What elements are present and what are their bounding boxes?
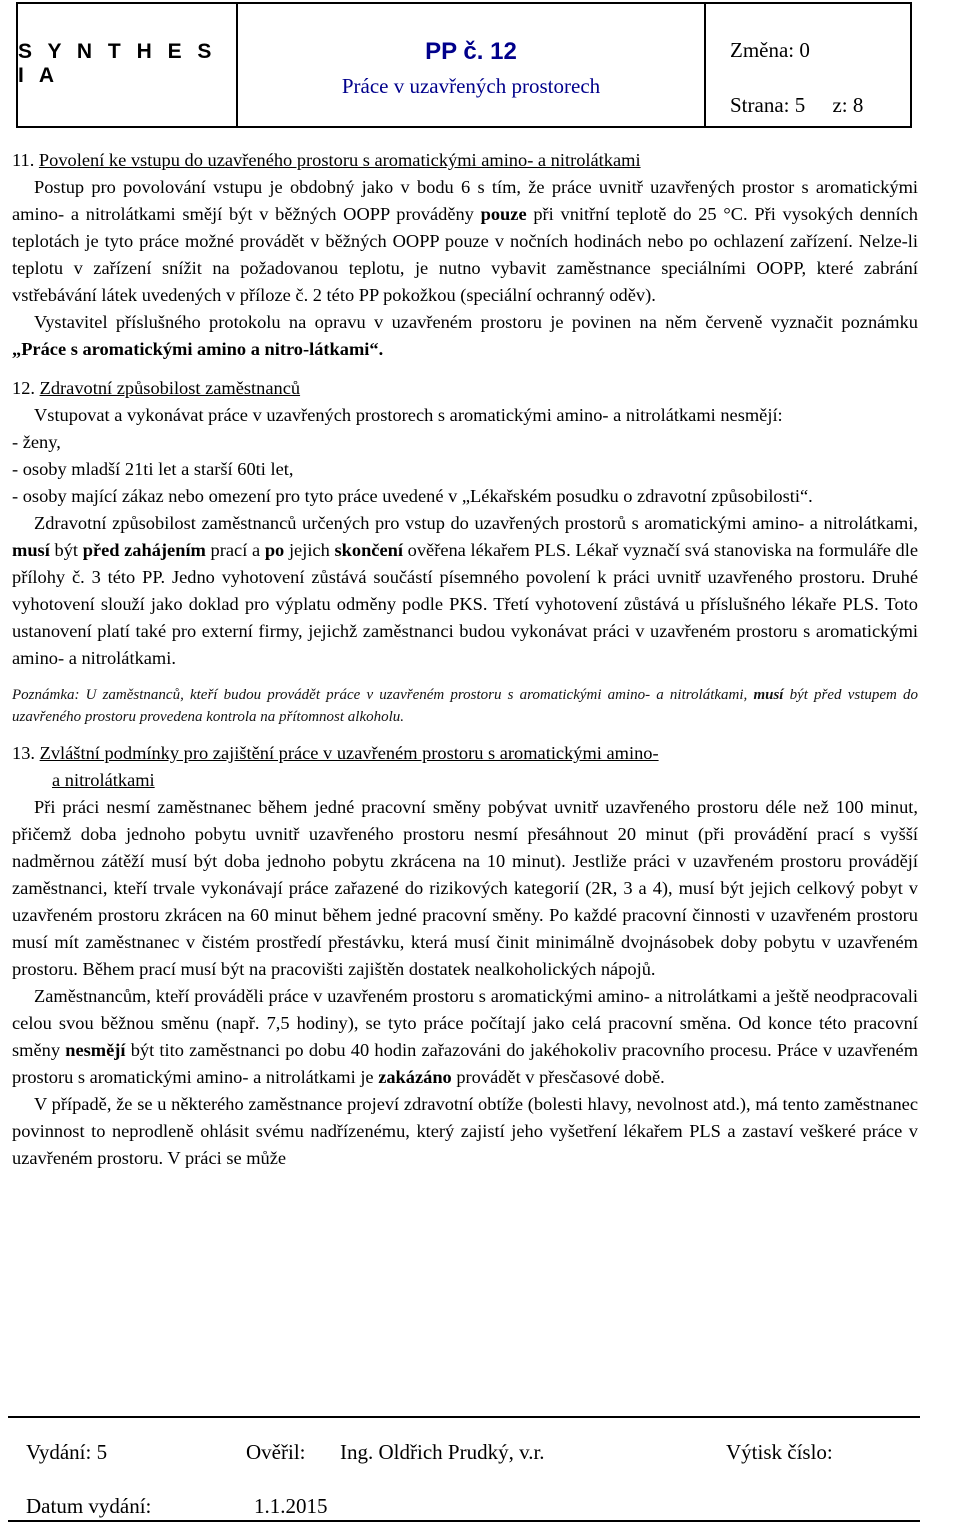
section-title: Zvláštní podmínky pro zajištění práce v uzavřeném prostoru s aromatickými amino- (39, 743, 659, 763)
section-number: 11. (12, 150, 35, 170)
list-item: - osoby mladší 21ti let a starší 60ti let, (12, 459, 294, 479)
document-footer (8, 1416, 920, 1522)
section-13-para-3: V případě, že se u některého zaměstnance projeví zdravotní obtíže (bolesti hlavy, nevolnost atd.), má tento zaměstnanec povinnost to neprodleně ohlásit svému nadřízenému, který zajistí jeho vyšetření lékařem PLS a zastaví veškeré práce v uzavřeném prostoru. V práci se může (12, 1094, 918, 1168)
section-11-para-1: Postup pro povolování vstupu je obdobný jako v bodu 6 s tím, že práce uvnitř uzavřených prostor s aromatickými amino- a nitrolátkami smějí být v běžných OOPP prováděny pouze při vnitřní teplotě do 25 °C. Při vysokých denních teplotách je tyto práce možné provádět v běžných OOPP pouze v nočních hodinách nebo po ochlazení zařízení. Nelze-li teplotu v zařízení snížit na požadovanou teplotu, je nutno vybavit zaměstnance speciálními OOPP, které zabrání vstřebávání látek uvedených v příloze č. 2 této PP pokožkou (speciální ochranný oděv). (12, 177, 918, 305)
verified-label: Ověřil: (246, 1440, 306, 1464)
edition: Vydání: 5 (26, 1440, 108, 1464)
issue-date: 1.1.2015 (254, 1494, 328, 1518)
page-number: Strana: 5 (730, 93, 806, 117)
section-13-heading-cont: a nitrolátkami (52, 770, 155, 790)
page-info (730, 93, 910, 118)
doc-title-cell (238, 4, 706, 126)
section-12-para-2: Zdravotní způsobilost zaměstnanců určených pro vstup do uzavřených prostorů s aromatickými amino- a nitrolátkami, musí být před zahájením prací a po jejich skončení ověřena lékařem PLS. Lékař vyznačí svá stanoviska na formuláře dle přílohy č. 3 této PP. Jedno vyhotovení zůstává součástí písemného povolení k práci uvnitř uzavřeného prostoru. Druhé vyhotovení slouží jako doklad pro výplatu odměny podle PKS. Třetí vyhotovení zůstává u příslušného lékaře PLS. Toto ustanovení platí také pro externí firmy, jejichž zaměstnanci budou vykonávat práci v uzavřeném prostoru s aromatickými amino- a nitrolátkami. (12, 513, 918, 668)
section-number: 12. (12, 378, 35, 398)
company-name: S Y N T H E S I A (18, 4, 238, 126)
section-11-heading (12, 147, 918, 174)
note: Poznámka: U zaměstnanců, kteří budou provádět práce v uzavřeném prostoru s aromatickými amino- a nitrolátkami, musí být před vstupem do uzavřeného prostoru provedena kontrola na přítomnost alkoholu. (12, 687, 918, 725)
change-number: Změna: 0 (730, 38, 810, 62)
section-title: Povolení ke vstupu do uzavřeného prostoru s aromatickými amino- a nitrolátkami (38, 150, 641, 170)
section-number: 13. (12, 743, 35, 763)
doc-code: PP č. 12 (425, 38, 517, 65)
verified-by: Ing. Oldřich Prudký, v.r. (340, 1440, 545, 1464)
document-header (16, 2, 912, 128)
section-13-para-1: Při práci nesmí zaměstnanec během jedné pracovní směny pobývat uvnitř uzavřeného prostoru déle než 100 minut, přičemž doba jednoho pobytu uvnitř uzavřeného prostoru nesmí přesáhnout 20 minut (při provádění prací s vyšší nadměrnou zátěží musí být doba jednoho pobytu zkrácena na 10 minut). Jestliže práci v uzavřeném prostoru provádějí zaměstnanci, kteří trvale vykonávají práce zařazené do rizikových kategorií (2R, 3 a 4), musí být jejich celkový pobyt v uzavřeném prostoru zkrácen na 60 minut během jedné pracovní směny. Po každé pracovní činnosti v uzavřeném prostoru musí mít zaměstnanec v čistém prostředí přestávku, která musí činit minimálně dvojnásobek doby pobytu v uzavřeném prostoru. Během prací musí být na pracovišti zajištěn dostatek nealkoholických nápojů. (12, 797, 918, 979)
section-12-heading (12, 375, 918, 402)
section-12-para-1: Vstupovat a vykonávat práce v uzavřených prostorech s aromatickými amino- a nitrolátkami nesmějí: (34, 405, 783, 425)
section-13-heading (12, 740, 918, 767)
list-item: - ženy, (12, 432, 61, 452)
document-body (12, 147, 918, 1172)
section-title: Zdravotní způsobilost zaměstnanců (39, 378, 301, 398)
doc-title: Práce v uzavřených prostorech (341, 74, 601, 98)
section-13-para-2: Zaměstnancům, kteří prováděli práce v uzavřeném prostoru s aromatickými amino- a nitrolátkami a ještě neodpracovali celou svou běžnou směnu (např. 7,5 hodiny), se tyto práce počítají jako celá pracovní směna. Od konce této pracovní směny nesmějí být tito zaměstnanci po dobu 40 hodin zařazováni do jakéhokoliv pracovního procesu. Práce v uzavřeném prostoru s aromatickými amino- a nitrolátkami je zakázáno provádět v přesčasové době. (12, 986, 918, 1087)
page-total: z: 8 (832, 93, 864, 117)
list-item: - osoby mající zákaz nebo omezení pro tyto práce uvedené v „Lékařském posudku o zdravotní způsobilosti“. (12, 486, 813, 506)
copy-number: Výtisk číslo: (726, 1440, 833, 1464)
revision-cell (706, 4, 910, 126)
issue-date-label: Datum vydání: (26, 1494, 152, 1518)
section-11-para-2: Vystavitel příslušného protokolu na opravu v uzavřeném prostoru je povinen na něm červeně vyznačit poznámku „Práce s aromatickými amino a nitro-látkami“. (12, 312, 918, 359)
